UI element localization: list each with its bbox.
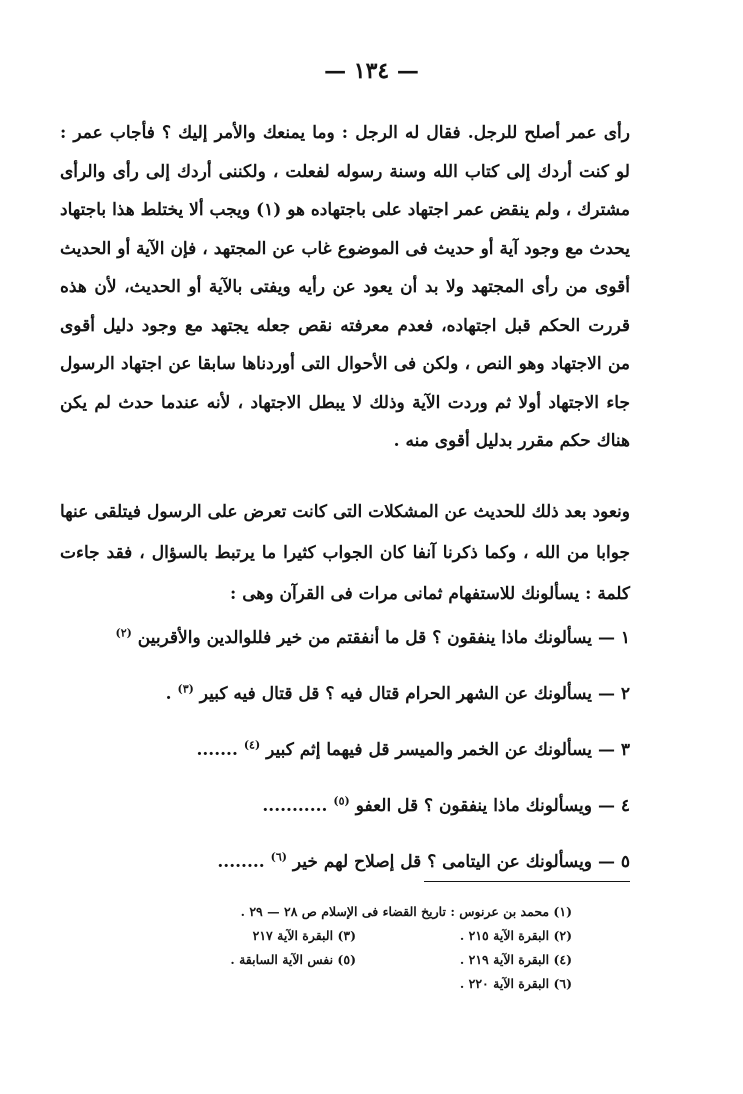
question-list [60, 618, 630, 898]
footnote-ref: (٣) [177, 682, 194, 696]
footnotes [140, 900, 572, 996]
paragraph-questions: ونعود بعد ذلك للحديث عن المشكلات التى كانت تعرض على الرسول فيتلقى عنها جوابا من الله ، وكما ذكرنا آنفا كان الجواب كثيرا ما يرتبط بالسؤال ، فقد جاءت كلمة : يسألونك للاستفهام ثمانى مرات فى القرآن وهى : [60, 502, 630, 604]
footnote-2: (٢) البقرة الآية ٢١٥ . [459, 928, 572, 943]
footnote-3: (٣) البقرة الآية ٢١٧ [252, 928, 356, 943]
footnote-ref: (٦) [270, 850, 287, 864]
page-number: — ١٣٤ — [324, 58, 419, 84]
footnote-divider [424, 881, 630, 882]
footnote-row [140, 948, 572, 972]
list-item: ٢ — يسألونك عن الشهر الحرام قتال فيه ؟ قل قتال فيه كبير $^{(٣)}$ . [165, 682, 630, 704]
footnote-ref: (٥) [333, 794, 350, 808]
list-item: ٥ — ويسألونك عن اليتامى ؟ قل إصلاح لهم خير $^{(٦)}$ ........ [217, 850, 630, 872]
footnote-4: (٤) البقرة الآية ٢١٩ . [459, 952, 572, 967]
paragraph-ijtihad: رأى عمر أصلح للرجل. فقال له الرجل : وما يمنعك والأمر إليك ؟ فأجاب عمر : لو كنت أردك إلى كتاب الله وسنة رسوله لفعلت ، ولكننى أردك إلى رأى والرأى مشترك ، ولم ينقض عمر اجتهاد على باجتهاده هو (١) ويجب ألا يختلط هذا باجتهاد يحدث مع وجود آية أو حديث فى الموضوع غاب عن المجتهد ، فإن الآية أو الحديث أقوى من رأى المجتهد ولا بد أن يعود عن رأيه ويفتى بالآية أو الحديث، لأن هذه قررت الحكم قبل اجتهاده، فعدم معرفته نقص جعله يجتهد مع وجود دليل أقوى من الاجتهاد وهو النص ، ولكن فى الأحوال التى أوردناها سابقا عن اجتهاد الرسول جاء الاجتهاد أولا ثم وردت الآية وذلك لا يبطل الاجتهاد ، لأنه عندما حدث لم يكن هناك حكم مقرر بدليل أقوى منه . [60, 123, 630, 451]
footnote-ref: (٤) [243, 738, 261, 752]
list-item: ٣ — يسألونك عن الخمر والميسر قل فيهما إثم كبير $^{(٤)}$ ....... [196, 738, 630, 760]
list-item: ١ — يسألونك ماذا ينفقون ؟ قل ما أنفقتم من خير فللوالدين والأقربين $^{(٢)}$ [115, 626, 630, 648]
footnote-row [140, 900, 572, 924]
footnote-5: (٥) نفس الآية السابقة . [230, 952, 356, 967]
list-item: ٤ — ويسألونك ماذا ينفقون ؟ قل العفو $^{(٥)}$ ........... [262, 794, 630, 816]
footnote-row [140, 924, 572, 948]
footnote-6: (٦) البقرة الآية ٢٢٠ . [459, 976, 572, 991]
footnote-1: (١) محمد بن عرنوس : تاريخ القضاء فى الإسلام ص ٢٨ — ٢٩ . [240, 904, 572, 919]
footnote-ref: (٢) [115, 626, 132, 640]
footnote-row [140, 972, 572, 996]
